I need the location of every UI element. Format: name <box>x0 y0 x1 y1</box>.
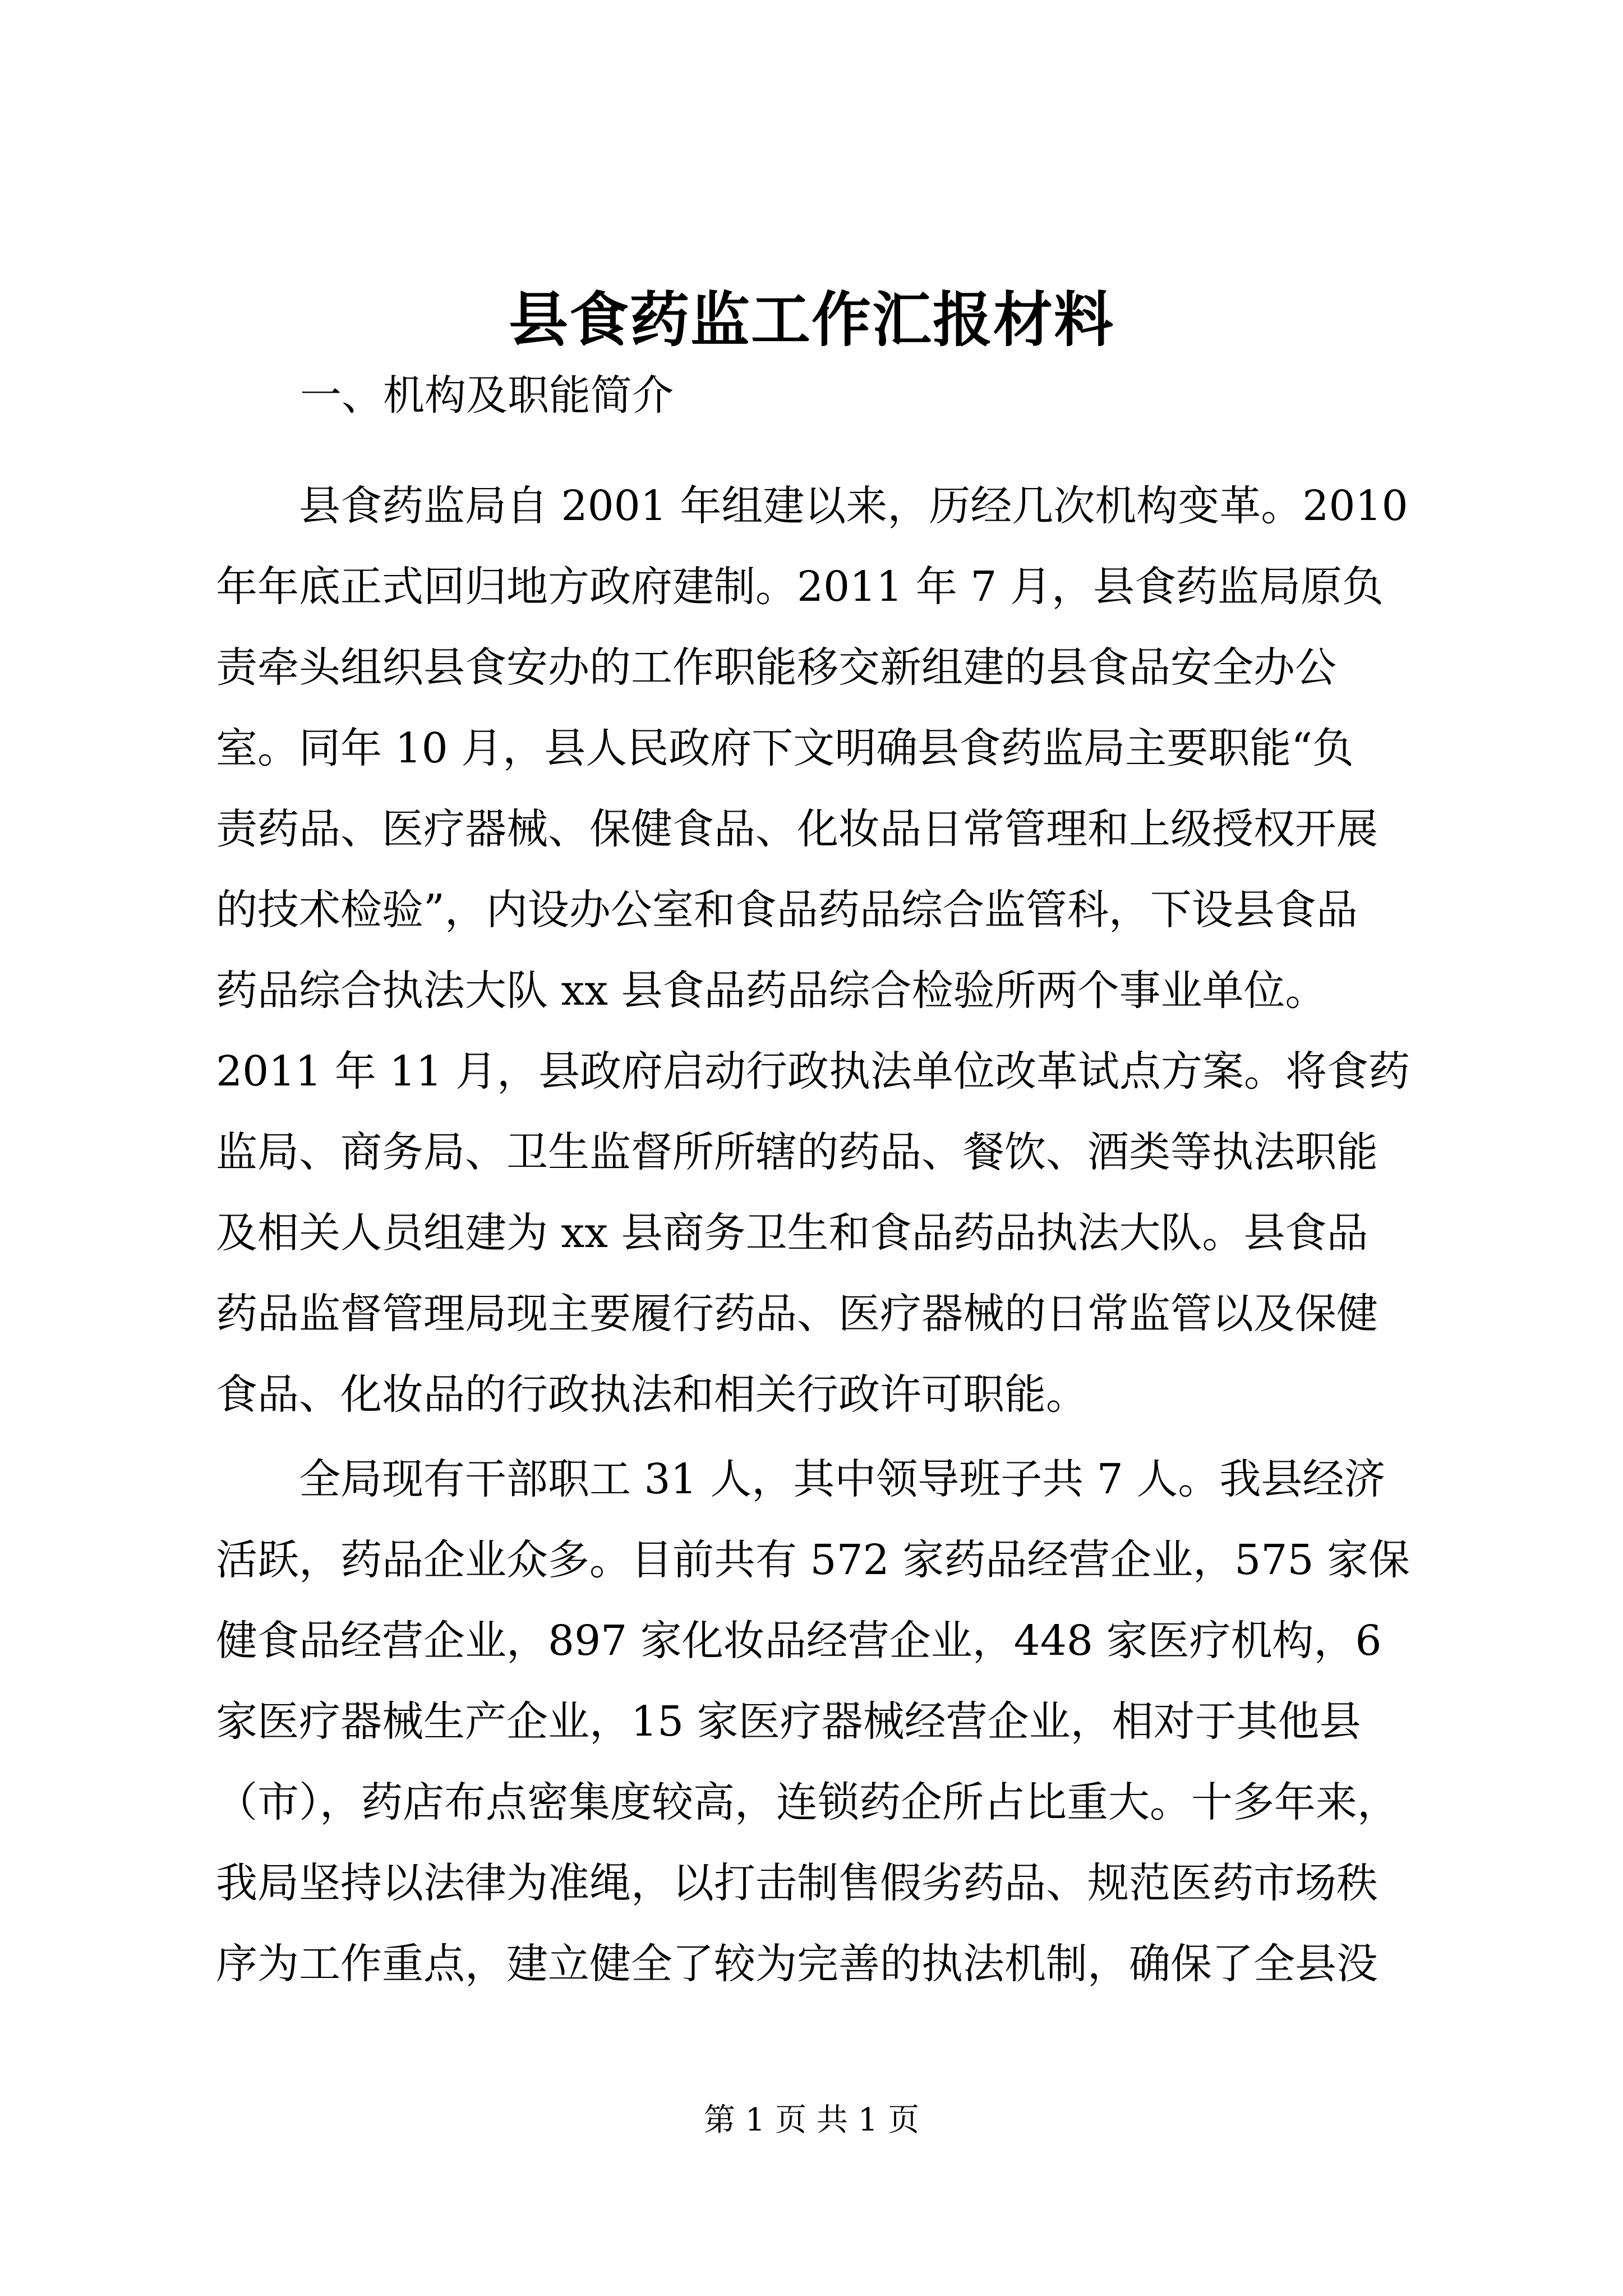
paragraph-1 <box>216 466 1427 1435</box>
section-heading: 一、机构及职能简介 <box>300 371 674 420</box>
paragraph-line: 的技术检验”，内设办公室和食品药品综合监管科，下设县食品 <box>216 886 1358 934</box>
paragraph-line: 药品监督管理局现主要履行药品、医疗器械的日常监管以及保健 <box>216 1290 1378 1338</box>
paragraph-line: 药品综合执法大队 xx 县食品药品综合检验所两个事业单位。 <box>216 967 1327 1015</box>
paragraph-line: 监局、商务局、卫生监督所所辖的药品、餐饮、酒类等执法职能 <box>216 1128 1378 1176</box>
paragraph-line: 食品、化妆品的行政执法和相关行政许可职能。 <box>216 1370 1087 1419</box>
paragraph-line: （市），药店布点密集度较高，连锁药企所占比重大。十多年来， <box>216 1778 1399 1826</box>
page-footer: 第 1 页 共 1 页 <box>703 2102 920 2138</box>
paragraph-line: 我局坚持以法律为准绳，以打击制售假劣药品、规范医药市场秩 <box>216 1859 1378 1907</box>
paragraph-line: 活跃，药品企业众多。目前共有 572 家药品经营企业，575 家保 <box>216 1536 1410 1584</box>
paragraph-line: 家医疗器械生产企业，15 家医疗器械经营企业，相对于其他县 <box>216 1697 1361 1746</box>
paragraph-line: 2011 年 11 月，县政府启动行政执法单位改革试点方案。将食药 <box>216 1047 1410 1096</box>
paragraph-line: 县食药监局自 2001 年组建以来，历经几次机构变革。2010 <box>216 482 1408 530</box>
paragraph-line: 责药品、医疗器械、保健食品、化妆品日常管理和上级授权开展 <box>216 805 1378 853</box>
paragraph-line: 室。同年 10 月，县人民政府下文明确县食药监局主要职能“负 <box>216 724 1354 772</box>
paragraph-line: 年年底正式回归地方政府建制。2011 年 7 月，县食药监局原负 <box>216 563 1384 611</box>
paragraph-line: 序为工作重点，建立健全了较为完善的执法机制，确保了全县没 <box>216 1940 1378 1988</box>
paragraph-line: 全局现有干部职工 31 人，其中领导班子共 7 人。我县经济 <box>216 1455 1386 1503</box>
paragraph-line: 责牵头组织县食安办的工作职能移交新组建的县食品安全办公 <box>216 643 1336 692</box>
paragraph-2 <box>216 1439 1427 2004</box>
document-title: 县食药监工作汇报材料 <box>509 284 1114 355</box>
paragraph-line: 健食品经营企业，897 家化妆品经营企业，448 家医疗机构，6 <box>216 1617 1382 1665</box>
paragraph-line: 及相关人员组建为 xx 县商务卫生和食品药品执法大队。县食品 <box>216 1209 1368 1257</box>
